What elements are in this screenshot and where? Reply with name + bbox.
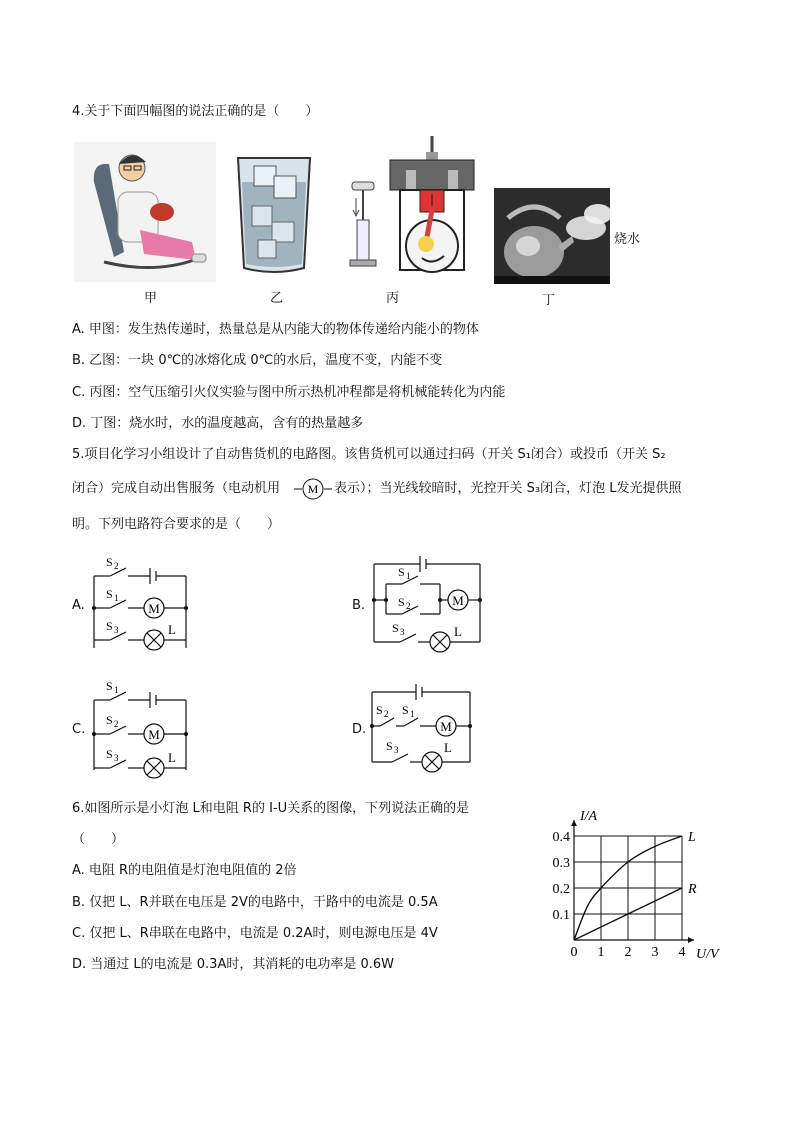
q6-option-b: B. 仅把 L、R并联在电压是 2V的电路中，干路中的电流是 0.5A xyxy=(72,895,438,910)
switch-label: S xyxy=(386,739,393,753)
motor-symbol-label: M xyxy=(307,482,319,496)
x-axis-label: U/V xyxy=(696,947,719,962)
y-axis-arrow xyxy=(571,820,577,826)
label-bing: 丙 xyxy=(386,291,400,306)
switch-sub: 1 xyxy=(406,571,411,581)
y-tick-label: 0.1 xyxy=(552,908,570,923)
y-tick-label: 0.3 xyxy=(552,856,570,871)
q5-line3: 明。下列电路符合要求的是（ ） xyxy=(72,517,281,532)
q6-line1: 6.如图所示是小灯泡 L和电阻 R的 I-U关系的图像，下列说法正确的是 xyxy=(72,801,470,816)
circuit-a-letter: A. xyxy=(72,598,85,613)
q6-option-c: C. 仅把 L、R串联在电路中，电流是 0.2A时，则电源电压是 4V xyxy=(72,926,438,941)
switch-label: S xyxy=(402,703,409,717)
q4-option-d: D. 丁图：烧水时，水的温度越高，含有的热量越多 xyxy=(72,416,364,431)
switch-sub: 3 xyxy=(394,745,399,755)
lamp-label: L xyxy=(444,740,452,755)
x-tick-label: 0 xyxy=(570,945,578,960)
x-tick-label: 4 xyxy=(678,945,686,960)
motor-label: M xyxy=(148,601,160,616)
switch-label: S xyxy=(106,747,113,761)
switch-sub: 3 xyxy=(114,753,119,763)
switch-label: S xyxy=(398,595,405,609)
circuit-d-letter: D. xyxy=(352,722,367,737)
y-tick-label: 0.4 xyxy=(552,830,570,845)
y-axis-label: I/A xyxy=(580,809,598,824)
switch-label: S xyxy=(392,621,399,635)
figure-jia-man-in-chair xyxy=(74,142,216,282)
x-tick-label: 2 xyxy=(624,945,632,960)
label-jia: 甲 xyxy=(144,291,158,306)
switch-sub: 3 xyxy=(114,625,119,635)
switch-sub: 1 xyxy=(114,685,119,695)
switch-sub: 1 xyxy=(114,593,119,603)
x-axis-arrow xyxy=(688,937,694,943)
q4-option-c: C. 丙图：空气压缩引火仪实验与图中所示热机冲程都是将机械能转化为内能 xyxy=(72,385,506,400)
circuit-d xyxy=(366,680,478,776)
figure-bing-engine-cylinder xyxy=(386,134,478,286)
label-ding: 丁 xyxy=(542,293,556,308)
switch-label: S xyxy=(106,679,113,693)
q4-stem: 4.关于下面四幅图的说法正确的是（ ） xyxy=(72,104,319,119)
lamp-label: L xyxy=(454,624,462,639)
switch-sub: 1 xyxy=(410,709,415,719)
x-tick-label: 3 xyxy=(651,945,659,960)
x-tick-label: 1 xyxy=(597,945,605,960)
figure-ding-boiling-kettle xyxy=(494,188,610,284)
lamp-label: L xyxy=(168,622,176,637)
q5-line1: 5.项目化学习小组设计了自动售货机的电路图。该售货机可以通过扫码（开关 S₁闭合）或投币（开关 S₂ xyxy=(72,447,666,462)
switch-sub: 3 xyxy=(400,627,405,637)
y-tick-label: 0.2 xyxy=(552,882,570,897)
circuit-a xyxy=(88,556,200,660)
circuit-c-letter: C. xyxy=(72,722,86,737)
motor-label: M xyxy=(148,727,160,742)
switch-label: S xyxy=(106,713,113,727)
q6-line2: （ ） xyxy=(72,832,125,847)
label-yi: 乙 xyxy=(270,291,284,306)
switch-label: S xyxy=(106,619,113,633)
switch-sub: 2 xyxy=(114,561,119,571)
iu-chart xyxy=(546,794,726,966)
motor-symbol-inline xyxy=(294,478,332,500)
switch-label: S xyxy=(376,703,383,717)
q6-option-d: D. 当通过 L的电流是 0.3A时，其消耗的电功率是 0.6W xyxy=(72,957,395,972)
switch-sub: 2 xyxy=(114,719,119,729)
circuit-b xyxy=(368,554,488,660)
figure-bing-compression-igniter xyxy=(346,180,380,270)
circuit-b-letter: B. xyxy=(352,598,366,613)
q4-option-a: A. 甲图：发生热传递时，热量总是从内能大的物体传递给内能小的物体 xyxy=(72,322,479,337)
q5-line2a: 闭合）完成自动出售服务（电动机用 xyxy=(72,481,281,496)
switch-sub: 2 xyxy=(384,709,389,719)
series-label-L: L xyxy=(688,830,696,845)
switch-label: S xyxy=(106,556,113,569)
q6-option-a: A. 电阻 R的电阻值是灯泡电阻值的 2倍 xyxy=(72,863,297,878)
lamp-label: L xyxy=(168,750,176,765)
switch-label: S xyxy=(398,565,405,579)
switch-label: S xyxy=(106,587,113,601)
circuit-c xyxy=(88,678,200,782)
q4-option-b: B. 乙图：一块 0℃的冰熔化成 0℃的水后，温度不变，内能不变 xyxy=(72,353,443,368)
series-label-R: R xyxy=(688,882,697,897)
kettle-caption: 烧水 xyxy=(614,232,641,247)
motor-label: M xyxy=(452,593,464,608)
switch-sub: 2 xyxy=(406,601,411,611)
q5-line2b: 表示）；当光线较暗时，光控开关 S₃闭合，灯泡 L发光提供照 xyxy=(334,481,682,496)
motor-label: M xyxy=(440,719,452,734)
figure-yi-ice-water-glass xyxy=(234,152,314,276)
